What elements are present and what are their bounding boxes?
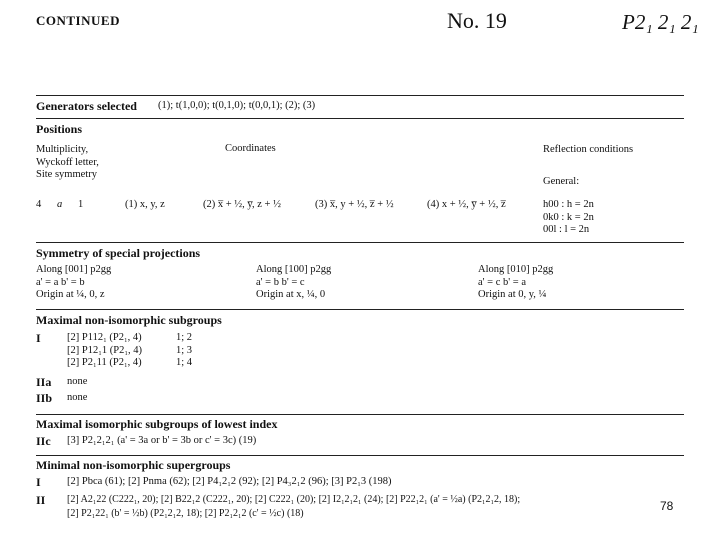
projection-col xyxy=(256,264,331,302)
max-isomorphic-title: Maximal isomorphic subgroups of lowest index xyxy=(36,417,278,431)
projection-line: a' = c b' = a xyxy=(478,276,526,288)
generator-ref: 1; 4 xyxy=(176,357,193,368)
subgroup-row: [2] P12₁1 (P2₁, 4) xyxy=(67,344,142,356)
space-group-symbol: P2₁ 2₁ 2₁ xyxy=(622,10,699,34)
class-IIb-value: none xyxy=(67,392,88,403)
max-nonisomorphic-title: Maximal non-isomorphic subgroups xyxy=(36,313,222,327)
class-label-II: II xyxy=(36,493,46,507)
class-label-I: I xyxy=(36,331,41,345)
continued-label: CONTINUED xyxy=(36,13,120,28)
projection-line: Origin at x, ¼, 0 xyxy=(256,289,326,300)
projection-line: Origin at 0, y, ¼ xyxy=(478,289,547,300)
general-label: General: xyxy=(543,176,580,187)
header-line: Site symmetry xyxy=(36,169,97,180)
divider xyxy=(36,309,684,310)
subgroup-row: [2] P112₁ (P2₁, 4) xyxy=(67,332,142,343)
divider xyxy=(36,414,684,415)
header-line: Wyckoff letter, xyxy=(36,156,99,168)
coordinate: (3) x̅, y + ½, z̅ + ½ xyxy=(315,199,394,210)
supergroups-II-text: [2] P2₁22₁ (b' = ½b) (P2₁2₁2, 18); [2] P2₁2₁2 (c' = ½c) (18) xyxy=(67,508,304,519)
projection-line: Along [100] p2gg xyxy=(256,264,332,275)
projection-line: a' = b b' = c xyxy=(256,276,305,288)
generator-list xyxy=(176,332,192,370)
coordinate: (1) x, y, z xyxy=(125,199,165,210)
projection-line: Origin at ¼, 0, z xyxy=(36,289,105,300)
divider xyxy=(36,118,684,119)
coordinate: (2) x̅ + ½, y̅, z + ½ xyxy=(203,199,281,210)
divider xyxy=(36,95,684,96)
class-label-I: I xyxy=(36,475,41,489)
supergroups-I-text: [2] Pbca (61); [2] Pnma (62); [2] P4₁2₁2 (92); [2] P4₃2₁2 (96); [3] P2₁3 (198) xyxy=(67,476,392,487)
page-number: 78 xyxy=(660,499,674,513)
subgroup-list xyxy=(67,332,142,370)
reflection-condition: h00 : h = 2n xyxy=(543,199,594,210)
space-group-number: No. 19 xyxy=(447,8,507,33)
coordinate: (4) x + ½, y̅ + ½, z̅ xyxy=(427,199,506,210)
site-symmetry: 1 xyxy=(78,199,84,210)
supergroups-II-text: [2] A2₁22 (C222₁, 20); [2] B22₁2 (C222₁, 20); [2] C222₁ (20); [2] I2₁2₁2₁ (24); [2] P22₁2₁ (a' = ½a) (P2₁2₁2, 18); xyxy=(67,494,521,505)
multiplicity-header xyxy=(36,144,99,182)
projection-line: Along [010] p2gg xyxy=(478,264,554,275)
min-supergroups-title: Minimal non-isomorphic supergroups xyxy=(36,458,231,472)
divider xyxy=(36,455,684,456)
reflection-condition: 0k0 : k = 2n xyxy=(543,211,594,223)
reflection-conditions-header: Reflection conditions xyxy=(543,144,634,155)
reflection-condition: 00l : l = 2n xyxy=(543,224,590,235)
generator-ref: 1; 3 xyxy=(176,344,193,356)
projection-line: Along [001] p2gg xyxy=(36,264,112,275)
projection-col xyxy=(36,264,111,302)
projections-title: Symmetry of special projections xyxy=(36,246,201,260)
isomorphic-subgroup-text: [3] P2₁2₁2₁ (a' = 3a or b' = 3b or c' = 3c) (19) xyxy=(67,435,257,446)
wyckoff-letter: a xyxy=(57,199,63,210)
class-IIa-value: none xyxy=(67,376,88,387)
class-label-IIa: IIa xyxy=(36,375,52,389)
class-label-IIb: IIb xyxy=(36,391,53,405)
generators-text: (1); t(1,0,0); t(0,1,0); t(0,0,1); (2); (3) xyxy=(158,100,316,111)
projection-col xyxy=(478,264,553,302)
header-line: Multiplicity, xyxy=(36,144,89,155)
coordinates-header: Coordinates xyxy=(225,143,276,154)
projection-line: a' = a b' = b xyxy=(36,276,85,288)
positions-title: Positions xyxy=(36,122,83,136)
generators-title: Generators selected xyxy=(36,99,137,113)
subgroup-row: [2] P2₁11 (P2₁, 4) xyxy=(67,357,142,368)
multiplicity-value: 4 xyxy=(36,199,42,210)
divider xyxy=(36,242,684,243)
class-label-IIc: IIc xyxy=(36,434,51,448)
reflection-conditions-list xyxy=(543,199,594,237)
generator-ref: 1; 2 xyxy=(176,332,193,343)
